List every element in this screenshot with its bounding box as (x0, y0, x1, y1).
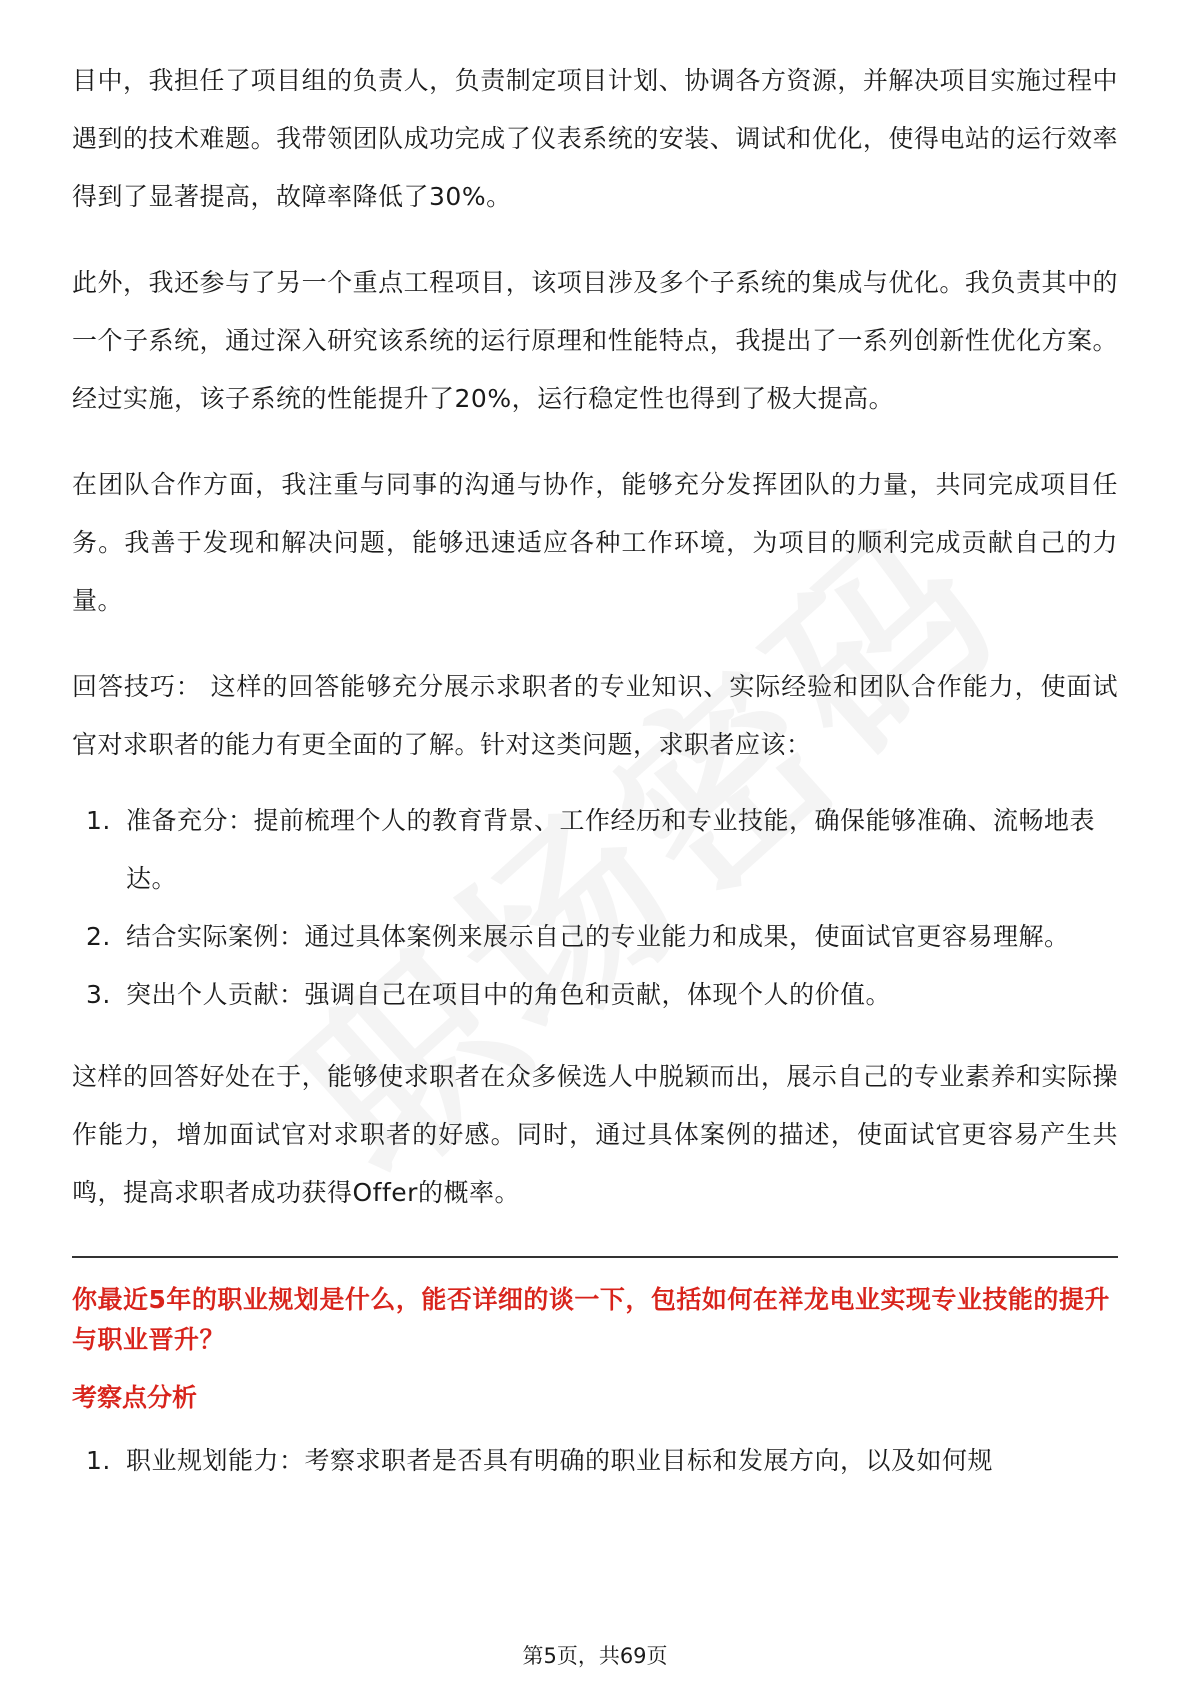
list-item (72, 966, 1118, 1024)
list-item-number: 3. (86, 980, 111, 1009)
paragraph-project-lead: 目中，我担任了项目组的负责人，负责制定项目计划、协调各方资源，并解决项目实施过程中遇到的技术难题。我带领团队成功完成了仪表系统的安装、调试和优化，使得电站的运行效率得到了显著提高，故障率降低了30%。 (72, 66, 1118, 211)
interview-question: 你最近5年的职业规划是什么，能否详细的谈一下，包括如何在祥龙电业实现专业技能的提升与职业晋升？ (72, 1285, 1110, 1354)
list-item-text: 突出个人贡献：强调自己在项目中的角色和贡献，体现个人的价值。 (126, 980, 892, 1009)
list-item-text: 结合实际案例：通过具体案例来展示自己的专业能力和成果，使面试官更容易理解。 (126, 922, 1070, 951)
page-content (72, 52, 1118, 1514)
list-item-text: 准备充分：提前梳理个人的教育背景、工作经历和专业技能，确保能够准确、流畅地表达。 (126, 806, 1096, 893)
page-footer: 第5页，共69页 (522, 1644, 668, 1668)
list-item-number: 1. (86, 1446, 111, 1475)
list-item (72, 792, 1118, 908)
paragraph-answer-tips: 回答技巧： 这样的回答能够充分展示求职者的专业知识、实际经验和团队合作能力，使面试官对求职者的能力有更全面的了解。针对这类问题，求职者应该： (72, 672, 1118, 759)
list-item-number: 2. (86, 922, 111, 951)
analysis-list (72, 1432, 1118, 1490)
paragraph-subsystem: 此外，我还参与了另一个重点工程项目，该项目涉及多个子系统的集成与优化。我负责其中的一个子系统，通过深入研究该系统的运行原理和性能特点，我提出了一系列创新性优化方案。经过实施，该子系统的性能提升了20%，运行稳定性也得到了极大提高。 (72, 268, 1118, 413)
list-item-number: 1. (86, 806, 111, 835)
list-item-text: 职业规划能力：考察求职者是否具有明确的职业目标和发展方向，以及如何规 (126, 1446, 994, 1475)
section-title: 考察点分析 (72, 1383, 198, 1412)
section-divider (72, 1256, 1118, 1258)
list-item (72, 908, 1118, 966)
list-item (72, 1432, 1118, 1490)
paragraph-summary: 这样的回答好处在于，能够使求职者在众多候选人中脱颖而出，展示自己的专业素养和实际操作能力，增加面试官对求职者的好感。同时，通过具体案例的描述，使面试官更容易产生共鸣，提高求职者成功获得Offer的概率。 (72, 1062, 1118, 1207)
tips-list (72, 792, 1118, 1024)
paragraph-teamwork: 在团队合作方面，我注重与同事的沟通与协作，能够充分发挥团队的力量，共同完成项目任务。我善于发现和解决问题，能够迅速适应各种工作环境，为项目的顺利完成贡献自己的力量。 (72, 470, 1118, 615)
